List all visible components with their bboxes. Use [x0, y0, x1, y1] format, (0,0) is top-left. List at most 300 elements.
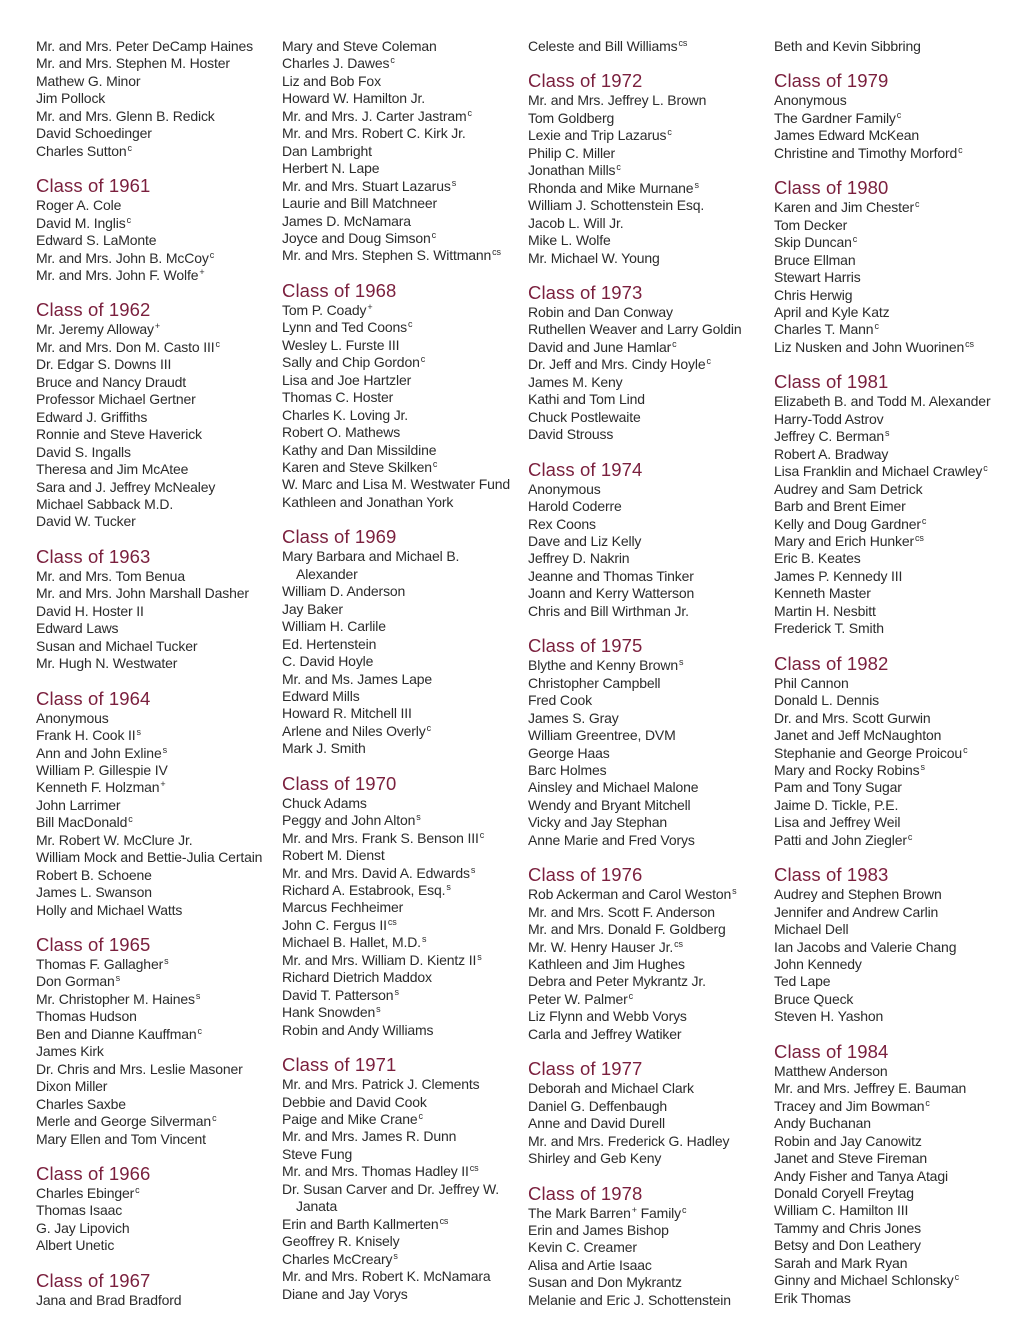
donor-name-text: Blythe and Kenny Brown: [528, 657, 679, 674]
donor-name-text: Erik Thomas: [774, 1289, 851, 1306]
class-year-heading: Class of 1968: [282, 279, 397, 301]
donor-name-text: Charles J. Dawes: [282, 55, 390, 72]
donor-name: [36, 638, 276, 655]
donor-society-mark: c: [432, 458, 438, 469]
donor-name-text: Chris Herwig: [774, 286, 853, 303]
donor-society-mark: c: [407, 319, 413, 330]
donor-name-text: Beth and Kevin Sibbring: [774, 38, 921, 54]
donor-name-text: Mr. and Mrs. Frederick G. Hadley: [528, 1132, 730, 1149]
donor-name: [528, 1133, 768, 1150]
donor-name: [282, 230, 522, 247]
donor-name: [282, 178, 522, 195]
donor-society-mark: +: [199, 266, 205, 277]
donor-society-mark: s: [477, 951, 482, 962]
donor-name-text: William D. Anderson: [282, 583, 406, 600]
donor-name-text: Professor Michael Gertner: [36, 391, 196, 408]
class-year-heading: Class of 1963: [36, 545, 151, 567]
donor-name-text: Kelly and Doug Gardner: [774, 515, 921, 532]
donor-name: [528, 1257, 768, 1274]
donor-name: [36, 956, 276, 973]
donor-name-text: Mr. and Mrs. William D. Kientz II: [282, 951, 477, 968]
donor-name: [528, 1205, 768, 1222]
donor-name: [528, 145, 768, 162]
donor-name: [282, 740, 522, 757]
donor-name: [282, 601, 522, 618]
donor-society-mark: s: [694, 179, 699, 190]
donor-name-text: Mr. Jeremy Alloway: [36, 321, 154, 338]
donor-name: [282, 583, 522, 600]
donor-name-text: Kathleen and Jonathan York: [282, 493, 454, 510]
donor-name: [528, 409, 768, 426]
donor-name-text: Mr. W. Henry Hauser Jr.: [528, 938, 674, 955]
donor-society-mark: +: [367, 301, 373, 312]
donor-name-text: Audrey and Stephen Brown: [774, 886, 942, 903]
donor-name: [282, 459, 522, 476]
donor-name: [36, 745, 276, 762]
donor-name: [36, 655, 276, 672]
donor-society-mark: c: [197, 1025, 202, 1036]
donor-name-text: Anonymous: [36, 709, 109, 726]
donor-name-text: Andy Fisher and Tanya Atagi: [774, 1167, 948, 1184]
donor-name: [36, 884, 276, 901]
donor-name: [36, 1096, 276, 1113]
donor-name-text: David Strouss: [528, 426, 614, 443]
donor-name-text: Lisa and Jeffrey Weil: [774, 814, 901, 831]
section-spacer: [528, 55, 768, 70]
donor-name-text: Mr. and Mrs. Glenn B. Redick: [36, 107, 215, 124]
donor-name-text: Charles K. Loving Jr.: [282, 406, 409, 423]
donor-name: [528, 762, 768, 779]
donor-name: [528, 814, 768, 831]
donor-name-text: Donald Coryell Freytag: [774, 1185, 914, 1202]
class-section: [528, 70, 768, 267]
donor-name-text: Dr. Jeff and Mrs. Cindy Hoyle: [528, 356, 706, 373]
donor-name: [528, 1150, 768, 1167]
donor-name-text: Anne and David Durell: [528, 1115, 665, 1132]
donor-name: [36, 197, 276, 214]
donor-name: [282, 73, 522, 90]
donor-name: [36, 1185, 276, 1202]
donor-name: [528, 886, 768, 903]
donor-name: [282, 952, 522, 969]
donor-name-text: Mr. and Mrs. Tom Benua: [36, 567, 185, 584]
donor-name: [528, 356, 768, 373]
donor-name-text: Dr. Edgar S. Downs III: [36, 356, 172, 373]
donor-name: [282, 247, 522, 264]
class-section: [36, 934, 276, 1148]
donor-name: [528, 657, 768, 674]
donor-name: [528, 1026, 768, 1043]
donor-name-text: Jeffrey C. Berman: [774, 428, 885, 445]
donor-name-text: Mr. and Mrs. Jeffrey L. Brown: [528, 92, 707, 109]
donor-name-text: Martin H. Nesbitt: [774, 602, 876, 619]
donor-name: [36, 356, 276, 373]
donor-name-text: Marcus Fechheimer: [282, 899, 404, 916]
donor-name-text: Patti and John Ziegler: [774, 831, 907, 848]
section-spacer: [774, 1026, 1010, 1041]
class-year-heading: Class of 1978: [528, 1182, 643, 1204]
donor-name: [36, 902, 276, 919]
donor-name-text: Mr. and Mrs. Peter DeCamp Haines: [36, 38, 253, 54]
donor-name-text: Chris and Bill Wirthman Jr.: [528, 602, 689, 619]
class-section: [528, 635, 768, 849]
donor-name: [528, 498, 768, 515]
section-spacer: [36, 919, 276, 934]
donor-society-mark: c: [983, 463, 988, 474]
donor-name: [528, 568, 768, 585]
donor-name-text: Rhonda and Mike Murnane: [528, 179, 694, 196]
donor-name: [282, 213, 522, 230]
donor-name-text: Ruthellen Weaver and Larry Goldin: [528, 321, 742, 338]
donor-name-text: Mr. and Mrs. John Marshall Dasher: [36, 585, 249, 602]
donor-name: [774, 92, 1010, 109]
donor-name: [774, 904, 1010, 921]
donor-name: [774, 321, 1010, 338]
donor-name-text: David M. Inglis: [36, 214, 126, 231]
class-section: [528, 38, 768, 55]
donor-name-text: David and June Hamlar: [528, 338, 672, 355]
donor-society-mark: s: [920, 761, 925, 772]
donor-society-mark: c: [667, 127, 672, 138]
donor-name-text: Debbie and David Cook: [282, 1093, 427, 1110]
donor-name-text: Laurie and Bill Matchneer: [282, 195, 438, 212]
donor-name: [528, 391, 768, 408]
donor-name: [774, 1080, 1010, 1097]
donor-name-text: Sally and Chip Gordon: [282, 354, 420, 371]
donor-name-text: Philip C. Miller: [528, 144, 616, 161]
donor-name-text: Janet and Steve Fireman: [774, 1150, 927, 1167]
section-spacer: [528, 444, 768, 459]
donor-name-text: Robin and Andy Williams: [282, 1021, 434, 1038]
donor-name-text: Janet and Jeff McNaughton: [774, 727, 942, 744]
donor-name: [36, 479, 276, 496]
class-year-heading: Class of 1961: [36, 175, 151, 197]
donor-name: [282, 38, 522, 55]
donor-name: [774, 1063, 1010, 1080]
donor-name-text: Steve Fung: [282, 1145, 353, 1162]
donor-name-text: The Mark Barren+ Family: [528, 1204, 681, 1221]
donor-name-text: Mr. and Mrs. John F. Wolfe: [36, 266, 199, 283]
donor-society-mark: cs: [492, 247, 501, 258]
donor-name-text: Mr. and Mrs. James R. Dunn: [282, 1128, 457, 1145]
donor-name-text: Theresa and Jim McAtee: [36, 461, 189, 478]
donor-name-text: Ginny and Michael Schlonsky: [774, 1272, 954, 1289]
donor-name: [528, 727, 768, 744]
class-year-heading: Class of 1965: [36, 934, 151, 956]
donor-name: [282, 618, 522, 635]
donor-name-text: John Larrimer: [36, 796, 121, 813]
donor-society-mark: c: [874, 321, 879, 332]
donor-society-mark: c: [706, 356, 711, 367]
donor-name-text: Hank Snowden: [282, 1004, 376, 1021]
donor-society-mark: c: [128, 814, 133, 825]
donor-name: [774, 692, 1010, 709]
donor-name: [282, 1128, 522, 1145]
donor-name-text: C. David Hoyle: [282, 653, 374, 670]
class-section: [282, 38, 522, 265]
donor-name-text: Ed. Hertenstein: [282, 635, 377, 652]
donor-society-mark: c: [418, 1111, 423, 1122]
donor-name-text: Mary and Rocky Robins: [774, 761, 920, 778]
donor-name: [282, 636, 522, 653]
donor-society-mark: s: [115, 973, 121, 984]
class-section: [774, 38, 1010, 55]
donor-society-mark: s: [732, 886, 737, 897]
donor-society-mark: c: [215, 338, 220, 349]
donor-name: [528, 162, 768, 179]
class-year-heading: Class of 1984: [774, 1040, 889, 1062]
donor-name: [282, 1076, 522, 1093]
donor-name: [774, 886, 1010, 903]
donor-name: [282, 476, 522, 493]
donor-name: [774, 550, 1010, 567]
donor-name: [774, 1168, 1010, 1185]
section-spacer: [528, 1043, 768, 1058]
donor-name: [774, 814, 1010, 831]
class-year-heading: Class of 1979: [774, 70, 889, 92]
donor-name: [774, 287, 1010, 304]
donor-name: [528, 339, 768, 356]
donor-name-text: Ian Jacobs and Valerie Chang: [774, 938, 957, 955]
donor-name: [36, 461, 276, 478]
donor-name-text: Mr. Michael W. Young: [528, 249, 660, 266]
donor-name-text: Anonymous: [774, 92, 847, 109]
donor-name-text: Matthew Anderson: [774, 1062, 888, 1079]
donor-name-text: Barb and Brent Eimer: [774, 498, 906, 515]
donor-name: [282, 688, 522, 705]
donor-name-text: Lexie and Trip Lazarus: [528, 127, 667, 144]
donor-name-text: David Schoedinger: [36, 125, 152, 142]
donor-name: [528, 197, 768, 214]
donor-name-text: Jacob L. Will Jr.: [528, 214, 624, 231]
section-spacer: [282, 511, 522, 526]
donor-name: [282, 865, 522, 882]
donor-name-text: Robin and Jay Canowitz: [774, 1132, 922, 1149]
donor-name-text: Michael B. Hallet, M.D.: [282, 934, 421, 951]
donor-name: [528, 675, 768, 692]
donor-society-mark: c: [212, 1113, 217, 1124]
class-section: [282, 526, 522, 757]
donor-name: [528, 250, 768, 267]
donor-name: [774, 463, 1010, 480]
donor-name-text: Edward Mills: [282, 687, 360, 704]
class-year-heading: Class of 1981: [774, 371, 889, 393]
donor-name: [282, 830, 522, 847]
donor-name: [774, 199, 1010, 216]
donor-name-text: William Greentree, DVM: [528, 727, 676, 744]
donor-name-text: William H. Carlile: [282, 618, 386, 635]
donor-name: [774, 428, 1010, 445]
donor-name: [282, 1163, 522, 1180]
donor-name-text: G. Jay Lipovich: [36, 1219, 130, 1236]
donor-name-text: Janata: [296, 1198, 338, 1215]
donor-name: [528, 180, 768, 197]
donor-name: [36, 1220, 276, 1237]
donor-name-text: Shirley and Geb Keny: [528, 1150, 662, 1167]
donor-name-text: Mr. and Mrs. Thomas Hadley II: [282, 1163, 469, 1180]
donor-society-mark: c: [135, 1185, 140, 1196]
section-spacer: [282, 758, 522, 773]
section-spacer: [36, 673, 276, 688]
donor-name-text: Mr. and Mrs. Robert C. Kirk Jr.: [282, 125, 466, 142]
donor-name: [36, 339, 276, 356]
donor-name-text: Roger A. Cole: [36, 197, 122, 214]
donor-name: [528, 710, 768, 727]
donor-name-text: Mary and Steve Coleman: [282, 38, 437, 54]
donor-name: [528, 603, 768, 620]
donor-name: [36, 585, 276, 602]
donor-name-text: Deborah and Michael Clark: [528, 1080, 694, 1097]
donor-name: [36, 867, 276, 884]
donor-society-mark: cs: [469, 1163, 479, 1174]
donor-name: [774, 991, 1010, 1008]
donor-name-text: Fred Cook: [528, 692, 593, 709]
donor-name: [36, 779, 276, 796]
class-year-heading: Class of 1967: [36, 1269, 151, 1291]
donor-name: [36, 620, 276, 637]
donor-name: [774, 38, 1010, 55]
donor-name-text: Michael Sabback M.D.: [36, 495, 174, 512]
donor-name-text: Diane and Jay Vorys: [282, 1285, 408, 1302]
donor-name: [282, 195, 522, 212]
donor-name: [36, 374, 276, 391]
donor-name: [774, 516, 1010, 533]
donor-name-text: George Haas: [528, 744, 610, 761]
donor-name: [774, 1220, 1010, 1237]
donor-name-text: Don Gorman: [36, 973, 115, 990]
column-3: [528, 38, 768, 1309]
donor-name: [528, 1222, 768, 1239]
donor-name-text: Frank H. Cook II: [36, 727, 136, 744]
donor-name: [282, 566, 522, 583]
donor-name-text: Anonymous: [528, 480, 601, 497]
donor-name: [774, 269, 1010, 286]
donor-name: [774, 446, 1010, 463]
donor-name: [36, 513, 276, 530]
donor-name: [774, 1255, 1010, 1272]
donor-name-text: Mr. and Mrs. Stephen S. Wittmann: [282, 247, 492, 264]
donor-name-text: Ainsley and Michael Malone: [528, 779, 699, 796]
donor-name: [36, 250, 276, 267]
donor-name: [36, 991, 276, 1008]
donor-name-text: Barc Holmes: [528, 761, 607, 778]
donor-name-text: Kenneth Master: [774, 585, 871, 602]
donor-society-mark: s: [393, 1250, 398, 1261]
donor-name: [528, 956, 768, 973]
section-spacer: [774, 162, 1010, 177]
donor-name-text: The Gardner Family: [774, 109, 896, 126]
donor-name-text: Mr. and Mrs. Frank S. Benson III: [282, 829, 479, 846]
donor-name-text: Anne Marie and Fred Vorys: [528, 831, 695, 848]
donor-society-mark: c: [628, 990, 634, 1001]
donor-name: [282, 319, 522, 336]
donor-name: [282, 1268, 522, 1285]
donor-society-mark: c: [852, 234, 858, 245]
donor-society-mark: +: [160, 779, 166, 790]
donor-name-text: Liz and Bob Fox: [282, 72, 381, 89]
class-section: [528, 459, 768, 621]
donor-name: [774, 411, 1010, 428]
donor-name-text: Chuck Adams: [282, 794, 367, 811]
donor-name: [774, 1008, 1010, 1025]
class-section: [36, 38, 276, 160]
donor-name-text: Skip Duncan: [774, 234, 852, 251]
donor-name: [36, 90, 276, 107]
donor-name-text: Charles Ebinger: [36, 1185, 135, 1202]
donor-name-text: Michael Dell: [774, 921, 849, 938]
class-section: [36, 688, 276, 919]
donor-name: [528, 832, 768, 849]
class-year-heading: Class of 1971: [282, 1054, 397, 1076]
donor-name-text: James Edward McKean: [774, 127, 919, 144]
donor-name: [774, 481, 1010, 498]
class-section: [282, 280, 522, 511]
donor-name-text: Charles McCreary: [282, 1250, 393, 1267]
donor-name: [36, 426, 276, 443]
donor-name-text: Mr. and Mrs. Stuart Lazarus: [282, 177, 451, 194]
donor-name: [282, 1286, 522, 1303]
donor-society-mark: +: [631, 1204, 637, 1215]
donor-name: [282, 723, 522, 740]
donor-name: [774, 939, 1010, 956]
donor-name: [282, 847, 522, 864]
donor-society-mark: c: [954, 1272, 959, 1283]
donor-name-text: Frederick T. Smith: [774, 620, 884, 637]
donor-name: [282, 1233, 522, 1250]
donor-name-text: Tammy and Chris Jones: [774, 1219, 922, 1236]
donor-name-text: Mr. and Mrs. David A. Edwards: [282, 864, 470, 881]
donor-name-text: Tom Goldberg: [528, 109, 615, 126]
donor-name: [774, 779, 1010, 796]
donor-name: [774, 1237, 1010, 1254]
class-section: [528, 282, 768, 444]
donor-name-text: Kathleen and Jim Hughes: [528, 956, 685, 973]
donor-name: [528, 1274, 768, 1291]
donor-name: [36, 1292, 276, 1309]
donor-name-text: Thomas Hudson: [36, 1008, 137, 1025]
class-year-heading: Class of 1980: [774, 177, 889, 199]
class-year-heading: Class of 1976: [528, 864, 643, 886]
donor-society-mark: cs: [439, 1215, 449, 1226]
donor-name-text: Audrey and Sam Detrick: [774, 480, 923, 497]
donor-name-text: Debra and Peter Mykrantz Jr.: [528, 973, 706, 990]
donor-name: [282, 424, 522, 441]
donor-name: [528, 1098, 768, 1115]
donor-name: [36, 321, 276, 338]
section-spacer: [36, 284, 276, 299]
donor-name-text: Jay Baker: [282, 600, 343, 617]
donor-name: [774, 675, 1010, 692]
donor-name: [36, 710, 276, 727]
donor-name: [528, 215, 768, 232]
donor-name-text: Mary and Erich Hunker: [774, 532, 915, 549]
donor-name: [774, 710, 1010, 727]
donor-name-text: Jennifer and Andrew Carlin: [774, 903, 939, 920]
donor-name-text: Edward Laws: [36, 620, 119, 637]
donor-name-text: Robert A. Bradway: [774, 445, 889, 462]
donor-name: [282, 1216, 522, 1233]
donor-society-mark: s: [162, 744, 167, 755]
donor-name: [528, 991, 768, 1008]
donor-society-mark: cs: [915, 532, 924, 543]
class-year-heading: Class of 1972: [528, 70, 643, 92]
donor-name-text: Robin and Dan Conway: [528, 303, 673, 320]
donor-name: [774, 727, 1010, 744]
section-spacer: [36, 1148, 276, 1163]
donor-society-mark: c: [672, 338, 677, 349]
donor-name-text: William P. Gillespie IV: [36, 761, 168, 778]
class-section: [528, 1183, 768, 1310]
